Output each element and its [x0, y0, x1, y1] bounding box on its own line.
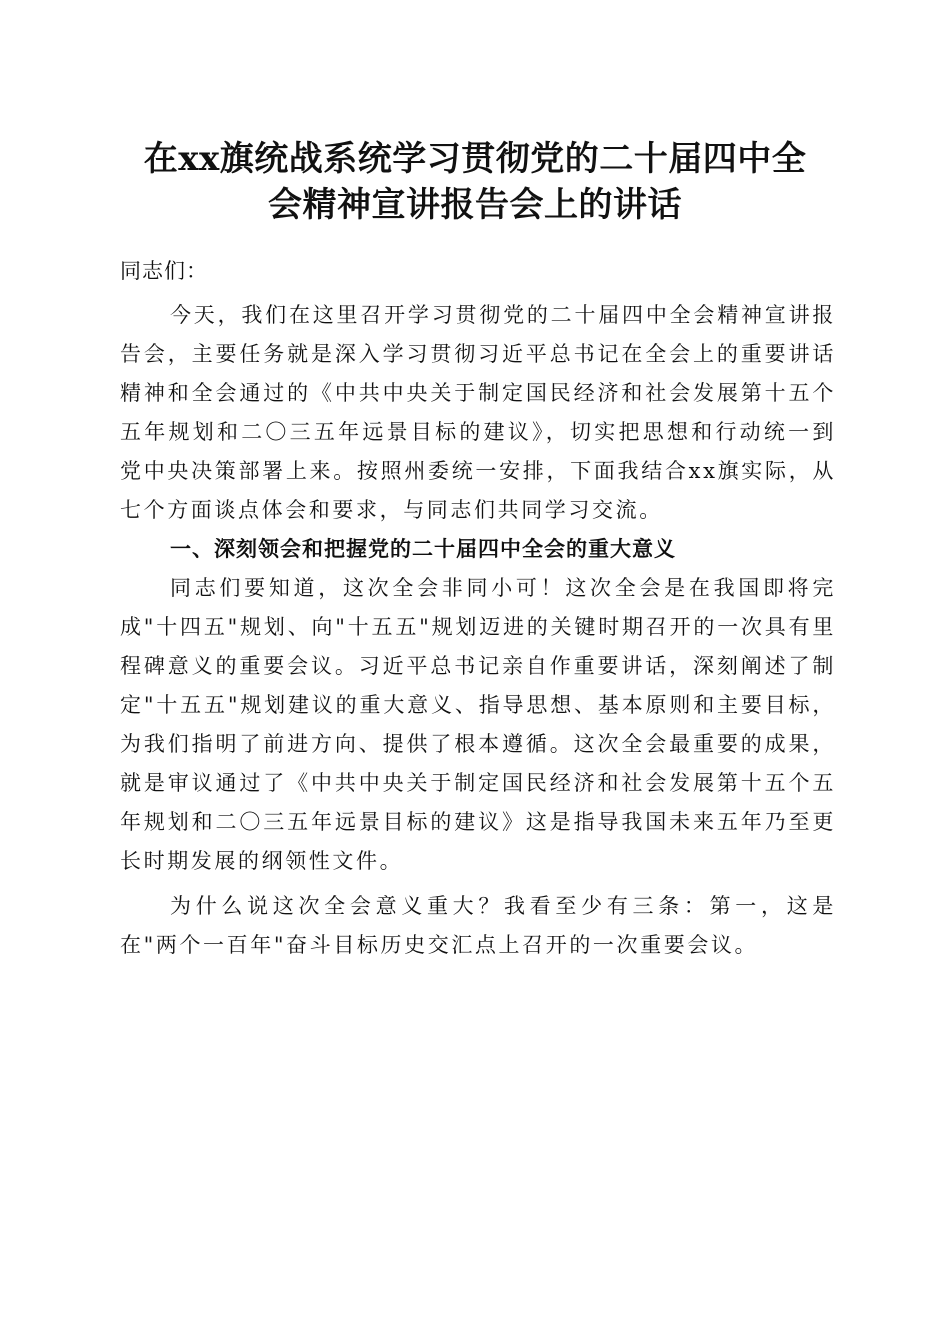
title-line-2: 会精神宣讲报告会上的讲话 [268, 185, 682, 225]
paragraph-three-reasons: 为什么说这次全会意义重大？我看至少有三条：第一，这是在"两个一百年"奋斗目标历史交汇点上召开的一次重要会议。 [120, 894, 836, 957]
section-heading-1: 一、深刻领会和把握党的二十届四中全会的重大意义 [170, 537, 676, 561]
salutation: 同志们： [120, 259, 208, 283]
title-line-1: 在xx旗统战系统学习贯彻党的二十届四中全 [143, 139, 807, 179]
paragraph-intro: 今天，我们在这里召开学习贯彻党的二十届四中全会精神宣讲报告会，主要任务就是深入学习贯彻习近平总书记在全会上的重要讲话精神和全会通过的《中共中央关于制定国民经济和社会发展第十五个五年规划和二〇三五年远景目标的建议》，切实把思想和行动统一到党中央决策部署上来。按照州委统一安排，下面我结合xx旗实际，从七个方面谈点体会和要求，与同志们共同学习交流。 [120, 303, 836, 522]
paragraph-significance: 同志们要知道，这次全会非同小可！这次全会是在我国即将完成"十四五"规划、向"十五五"规划迈进的关键时期召开的一次具有里程碑意义的重要会议。习近平总书记亲自作重要讲话，深刻阐述了制定"十五五"规划建议的重大意义、指导思想、基本原则和主要目标，为我们指明了前进方向、提供了根本遵循。这次全会最重要的成果，就是审议通过了《中共中央关于制定国民经济和社会发展第十五个五年规划和二〇三五年远景目标的建议》这是指导我国未来五年乃至更长时期发展的纲领性文件。 [120, 576, 836, 873]
document-body [120, 252, 836, 965]
document-title [100, 136, 850, 228]
